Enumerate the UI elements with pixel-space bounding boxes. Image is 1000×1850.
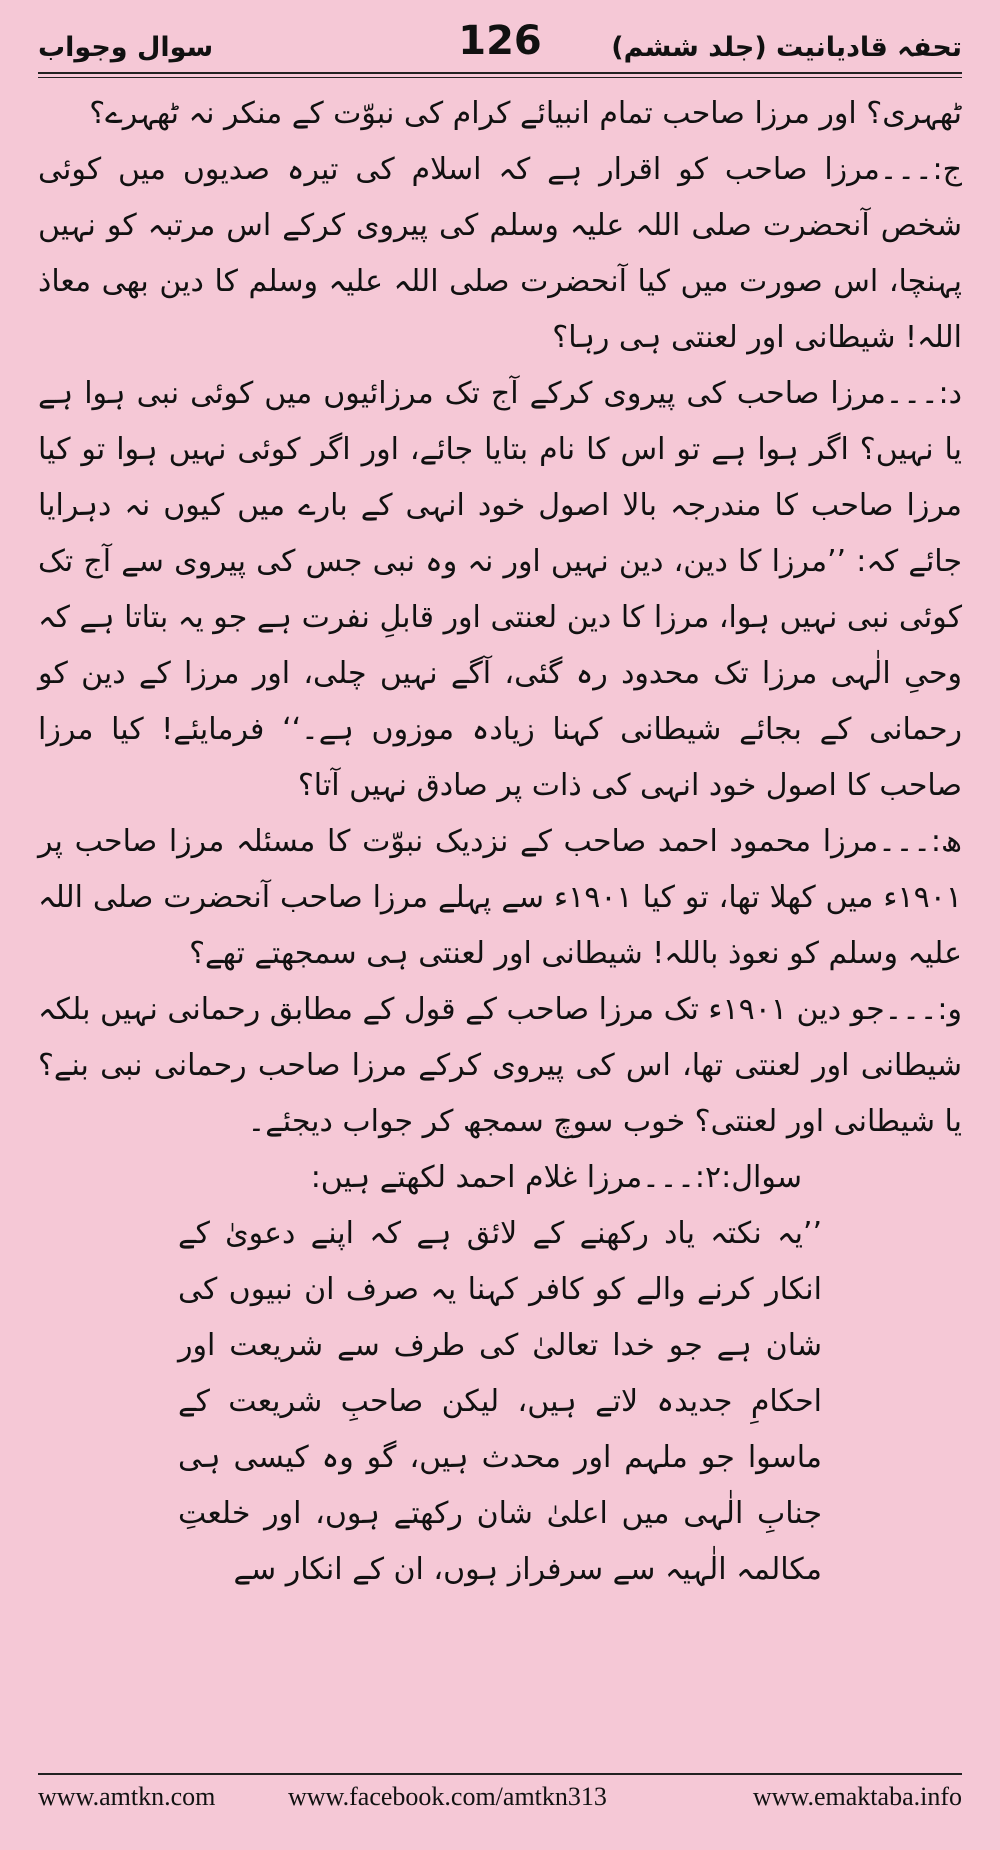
section-title: سوال وجواب	[38, 32, 214, 63]
footer-link-facebook[interactable]: www.facebook.com/amtkn313	[288, 1782, 607, 1811]
block-quote: ’’یہ نکتہ یاد رکھنے کے لائق ہے کہ اپنے دعویٰ کے انکار کرنے والے کو کافر کہنا یہ صرف ان نبیوں کی شان ہے جو خدا تعالیٰ کی طرف سے شریعت اور احکامِ جدیدہ لاتے ہیں، لیکن صاحبِ شریعت کے ماسوا جو ملہم اور محدث ہیں، گو وہ کیسی ہی جنابِ الٰہی میں اعلیٰ شان رکھتے ہوں، اور خلعتِ مکالمہ الٰہیہ سے سرفراز ہوں، ان کے انکار سے	[178, 1216, 822, 1587]
header-rule	[38, 72, 962, 74]
paragraph: ٹھہری؟ اور مرزا صاحب تمام انبیائے کرام کی نبوّت کے منکر نہ ٹھہرے؟	[89, 96, 962, 131]
header-rule-thin	[38, 77, 962, 78]
page-number: 126	[458, 18, 542, 64]
footer-rule	[38, 1773, 962, 1775]
page-footer	[38, 1782, 962, 1818]
footer-link-emaktaba[interactable]: www.emaktaba.info	[752, 1782, 962, 1811]
page-body	[38, 86, 962, 1766]
paragraph: و:۔۔۔جو دین ۱۹۰۱ء تک مرزا صاحب کے قول کے مطابق رحمانی نہیں بلکہ شیطانی اور لعنتی تھا، اس کی پیروی کرکے مرزا صاحب رحمانی نبی بنے؟ یا شیطانی اور لعنتی؟ خوب سوچ سمجھ کر جواب دیجئے۔	[38, 992, 963, 1139]
paragraph: ج:۔۔۔مرزا صاحب کو اقرار ہے کہ اسلام کی تیرہ صدیوں میں کوئی شخص آنحضرت صلی اللہ علیہ وسلم کی پیروی کرکے اس مرتبہ کو نہیں پہنچا، اس صورت میں کیا آنحضرت صلی اللہ علیہ وسلم کا دین بھی معاذ اللہ! شیطانی اور لعنتی ہی رہا؟	[38, 152, 962, 355]
paragraph: د:۔۔۔مرزا صاحب کی پیروی کرکے آج تک مرزائیوں میں کوئی نبی ہوا ہے یا نہیں؟ اگر ہوا ہے تو اس کا نام بتایا جائے، اور اگر کوئی نہیں ہوا تو کیا مرزا صاحب کا مندرجہ بالا اصول خود انہی کے بارے میں کیوں نہ دہرایا جائے کہ: ’’مرزا کا دین، دین نہیں اور نہ وہ نبی جس کی پیروی سے آج تک کوئی نبی نہیں ہوا، مرزا کا دین لعنتی اور قابلِ نفرت ہے جو یہ بتاتا ہے کہ وحیِ الٰہی مرزا تک محدود رہ گئی، آگے نہیں چلی، اور مرزا کے دین کو رحمانی کے بجائے شیطانی کہنا زیادہ موزوں ہے۔‘‘ فرمایئے! کیا مرزا صاحب کا اصول خود انہی کی ذات پر صادق نہیں آتا؟	[38, 376, 962, 803]
page-header	[38, 18, 962, 68]
footer-link-amtkn[interactable]: www.amtkn.com	[38, 1782, 216, 1811]
question-heading: سوال:۲:۔۔۔مرزا غلام احمد لکھتے ہیں:	[310, 1160, 802, 1195]
book-title: تحفہ قادیانیت (جلد ششم)	[611, 32, 962, 63]
paragraph: ھ:۔۔۔مرزا محمود احمد صاحب کے نزدیک نبوّت کا مسئلہ مرزا صاحب پر ۱۹۰۱ء میں کھلا تھا، تو کیا ۱۹۰۱ء سے پہلے مرزا صاحب آنحضرت صلی اللہ علیہ وسلم کو نعوذ باللہ! شیطانی اور لعنتی ہی سمجھتے تھے؟	[38, 824, 962, 971]
